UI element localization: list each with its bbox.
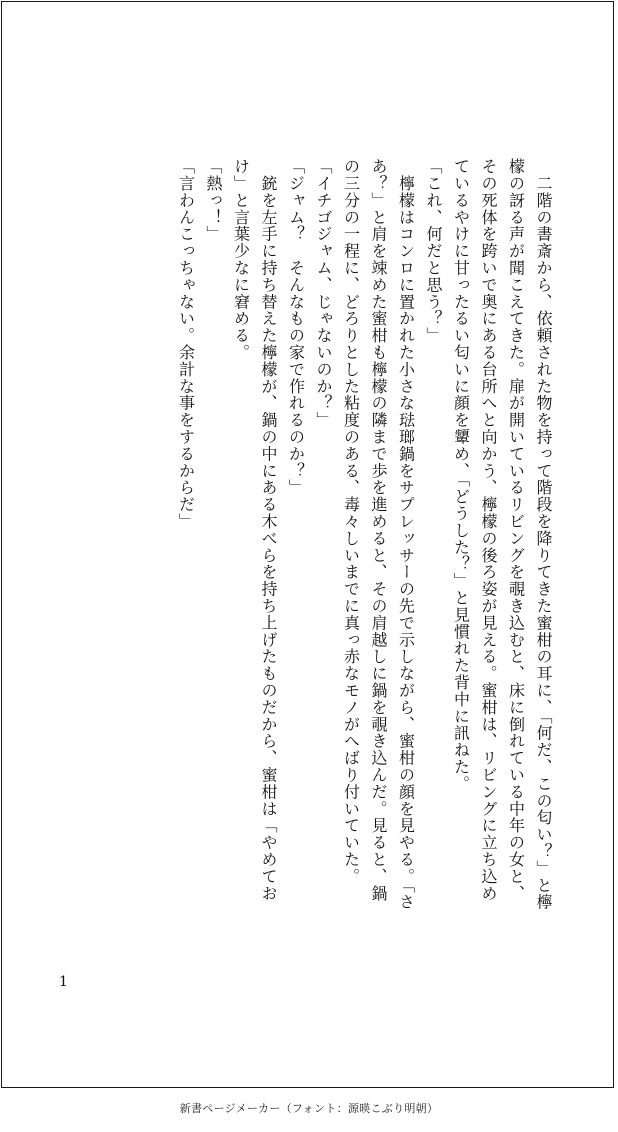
paragraph: 「これ、何だと思う？」 <box>424 158 443 344</box>
paragraph: 檸檬はコンロに置かれた小さな琺瑯鍋をサプレッサーの先で示しながら、蜜柑の顔を見やる。「さあ？」と肩を竦めた蜜柑も檸檬の隣まで歩を進めると、その肩越しに鍋を覗き込んだ。見ると、鍋の三分の一程に、どろりとした粘度のある、毒々しいまでに真っ赤なモノがへばり付いていた。 <box>341 158 416 911</box>
footer-caption: 新書ページメーカー（フォント：源暎こぶり明朝） <box>179 1102 439 1115</box>
paragraph: 「ジャム？ そんなもの家で作れるのか？」 <box>286 158 306 496</box>
paragraph: 「言わんこっちゃない。余計な事をするからだ」 <box>176 158 196 530</box>
paragraph: 「イチゴジャム、じゃないのか？」 <box>314 158 333 429</box>
book-page <box>1 1 614 1088</box>
paragraph: 二階の書斎から、依頼された物を持って階段を降りてきた蜜柑の耳に、「何だ、この匂い？」と檸檬の訝る声が聞こえてきた。扉が開いているリビングを覗き込むと、床に倒れている中年の女と、その死体を跨いで奥にある台所へと向かう、檸檬の後ろ姿が見える。蜜柑は、リビングに立ち込めているやけに甘ったるい匂いに顔を顰め、「どうした？」と見慣れた背中に訊ねた。 <box>451 158 553 911</box>
paragraph: 銃を左手に持ち替えた檸檬が、鍋の中にある木べらを持ち上げたものだから、蜜柑は「やめておけ」と言葉少なに窘める。 <box>231 158 278 902</box>
page-number: 1 <box>59 974 68 990</box>
body-text <box>172 158 557 918</box>
paragraph: 「熱っ！」 <box>204 158 223 243</box>
